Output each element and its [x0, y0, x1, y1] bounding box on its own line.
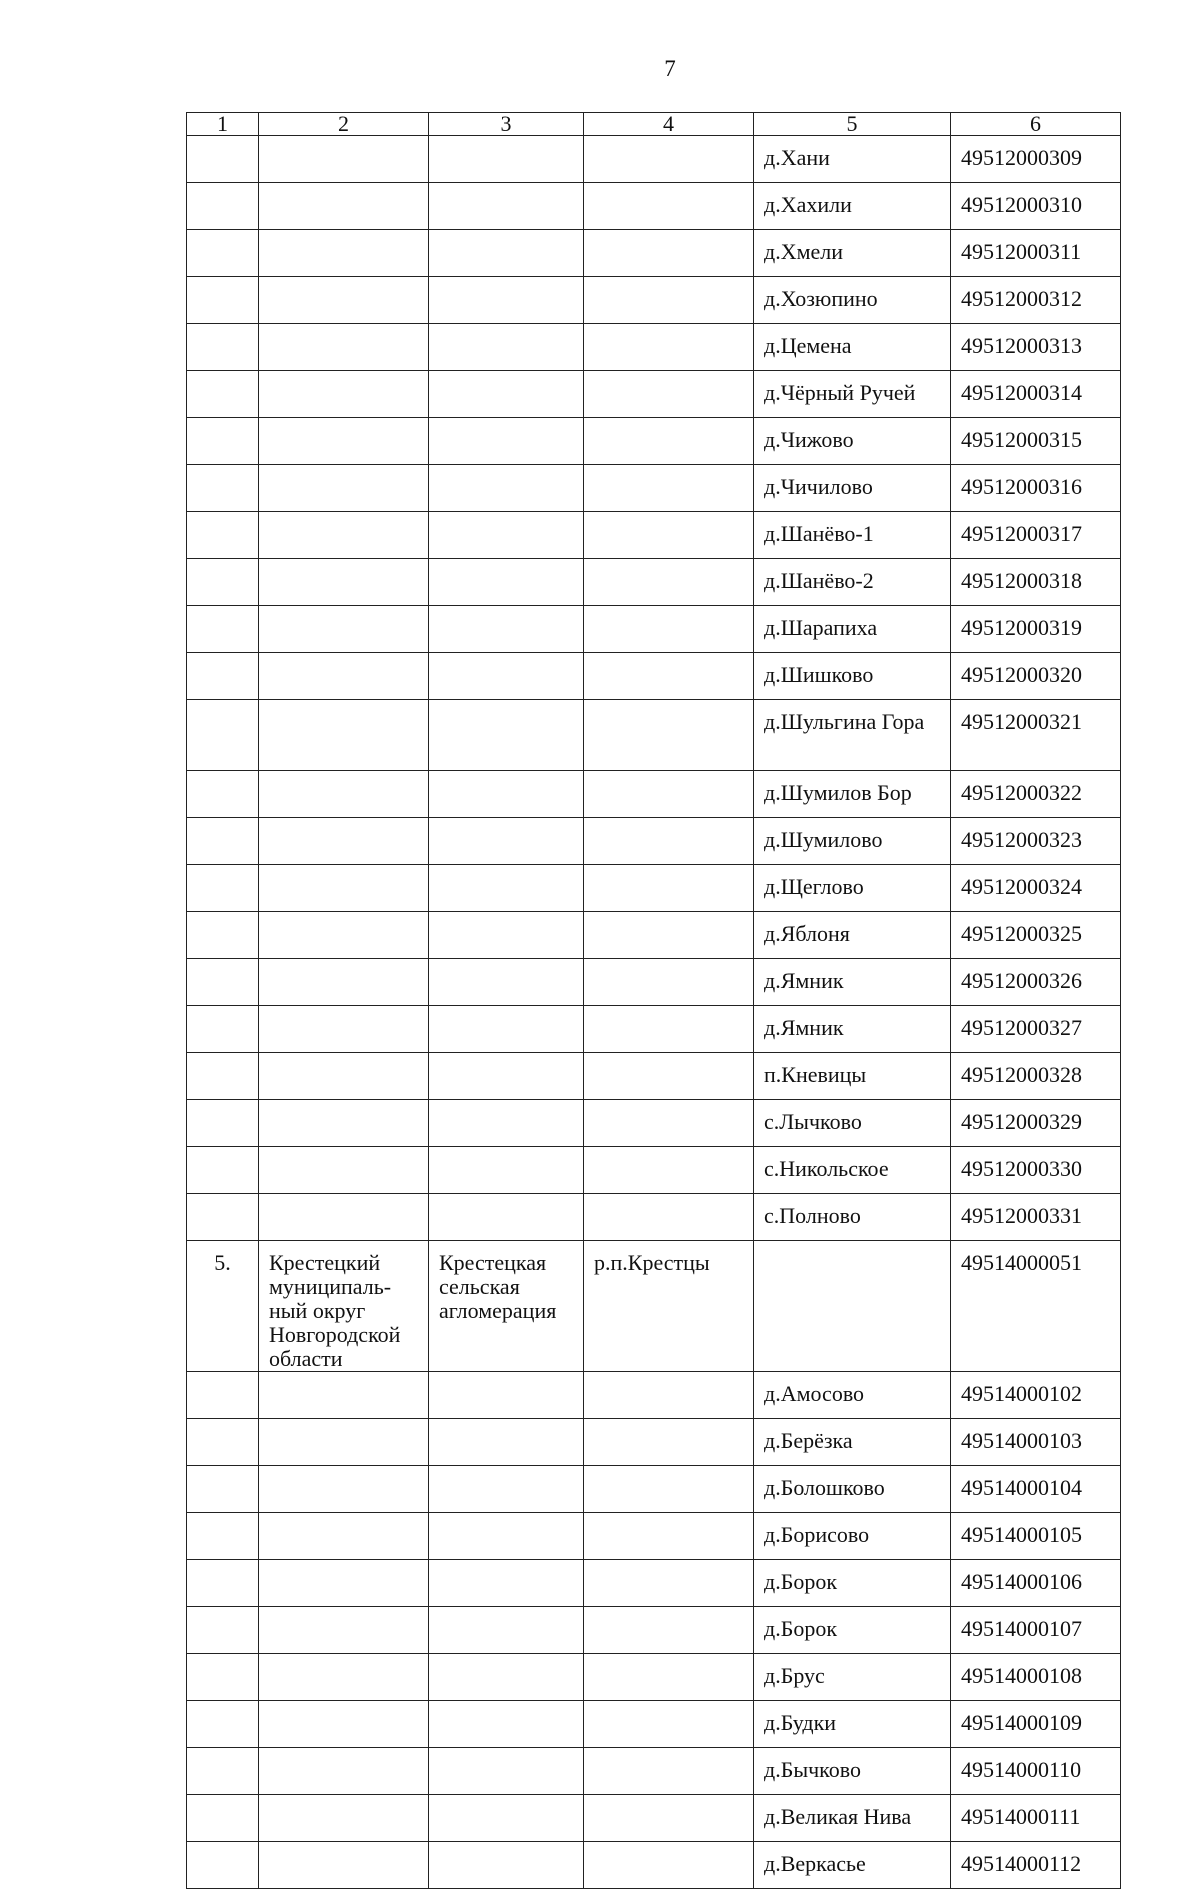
row-number-cell	[187, 1372, 259, 1419]
oktmo-code-cell: 49514000112	[951, 1842, 1121, 1889]
table-row	[187, 1466, 1121, 1513]
column-header-1: 1	[187, 113, 259, 136]
settlement-cell: д.Ямник	[754, 959, 951, 1006]
agglomeration-cell	[429, 1372, 584, 1419]
row-number-cell	[187, 559, 259, 606]
oktmo-code-cell: 49512000325	[951, 912, 1121, 959]
center-cell	[584, 1748, 754, 1795]
table-row	[187, 1842, 1121, 1889]
center-cell	[584, 1607, 754, 1654]
table-row	[187, 1419, 1121, 1466]
oktmo-code-cell: 49512000320	[951, 653, 1121, 700]
table-row	[187, 371, 1121, 418]
center-cell	[584, 700, 754, 771]
center-cell	[584, 1147, 754, 1194]
row-number-cell	[187, 465, 259, 512]
agglomeration-cell	[429, 959, 584, 1006]
oktmo-code-cell: 49514000107	[951, 1607, 1121, 1654]
center-cell	[584, 1560, 754, 1607]
oktmo-code-cell: 49512000315	[951, 418, 1121, 465]
table-row	[187, 277, 1121, 324]
agglomeration-cell	[429, 371, 584, 418]
municipality-cell	[259, 771, 429, 818]
settlement-cell: д.Борок	[754, 1607, 951, 1654]
row-number-cell	[187, 324, 259, 371]
agglomeration-cell	[429, 606, 584, 653]
center-cell	[584, 1053, 754, 1100]
municipality-cell	[259, 1006, 429, 1053]
agglomeration-cell	[429, 1607, 584, 1654]
row-number-cell	[187, 771, 259, 818]
row-number-cell	[187, 136, 259, 183]
center-cell	[584, 1372, 754, 1419]
agglomeration-cell	[429, 818, 584, 865]
agglomeration-cell	[429, 465, 584, 512]
agglomeration-cell	[429, 1842, 584, 1889]
settlement-cell: д.Шумилово	[754, 818, 951, 865]
municipality-cell	[259, 1654, 429, 1701]
oktmo-code-cell: 49514000051	[951, 1241, 1121, 1372]
settlement-cell: д.Яблоня	[754, 912, 951, 959]
center-cell	[584, 1842, 754, 1889]
row-number-cell	[187, 1795, 259, 1842]
center-cell	[584, 324, 754, 371]
table-row	[187, 230, 1121, 277]
oktmo-code-cell: 49512000314	[951, 371, 1121, 418]
oktmo-code-cell: 49512000317	[951, 512, 1121, 559]
table-row	[187, 559, 1121, 606]
municipality-cell	[259, 1053, 429, 1100]
agglomeration-cell	[429, 912, 584, 959]
table-row	[187, 512, 1121, 559]
row-number-cell	[187, 959, 259, 1006]
agglomeration-cell	[429, 1513, 584, 1560]
settlement-cell: с.Никольское	[754, 1147, 951, 1194]
agglomeration-cell	[429, 653, 584, 700]
row-number-cell	[187, 1053, 259, 1100]
table-row	[187, 771, 1121, 818]
column-header-6: 6	[951, 113, 1121, 136]
municipality-cell	[259, 1795, 429, 1842]
table-row	[187, 606, 1121, 653]
center-cell	[584, 912, 754, 959]
settlement-cell: д.Бычково	[754, 1748, 951, 1795]
settlement-cell: д.Щеглово	[754, 865, 951, 912]
settlement-cell: д.Брус	[754, 1654, 951, 1701]
row-number-cell	[187, 1147, 259, 1194]
column-header-4: 4	[584, 113, 754, 136]
table-row	[187, 1513, 1121, 1560]
table-row	[187, 324, 1121, 371]
table-row	[187, 1795, 1121, 1842]
column-header-5: 5	[754, 113, 951, 136]
municipality-cell	[259, 559, 429, 606]
agglomeration-cell	[429, 559, 584, 606]
table-row	[187, 1194, 1121, 1241]
oktmo-code-cell: 49512000311	[951, 230, 1121, 277]
settlement-cell: д.Шарапиха	[754, 606, 951, 653]
agglomeration-cell	[429, 1560, 584, 1607]
row-number-cell: 5.	[187, 1241, 259, 1372]
center-cell	[584, 277, 754, 324]
table-row	[187, 818, 1121, 865]
column-header-2: 2	[259, 113, 429, 136]
table-row	[187, 183, 1121, 230]
settlement-cell: д.Шумилов Бор	[754, 771, 951, 818]
settlement-cell: д.Шульгина Гора	[754, 700, 951, 771]
row-number-cell	[187, 653, 259, 700]
table-body	[187, 136, 1121, 1889]
center-cell	[584, 418, 754, 465]
center-cell	[584, 1513, 754, 1560]
row-number-cell	[187, 865, 259, 912]
municipality-cell	[259, 818, 429, 865]
oktmo-code-cell: 49512000329	[951, 1100, 1121, 1147]
agglomeration-cell	[429, 512, 584, 559]
settlement-cell: п.Кневицы	[754, 1053, 951, 1100]
row-number-cell	[187, 1607, 259, 1654]
municipality-cell	[259, 465, 429, 512]
oktmo-code-cell: 49514000105	[951, 1513, 1121, 1560]
row-number-cell	[187, 606, 259, 653]
municipality-cell	[259, 912, 429, 959]
municipality-cell	[259, 277, 429, 324]
oktmo-code-cell: 49512000318	[951, 559, 1121, 606]
table-header	[187, 113, 1121, 136]
center-cell	[584, 183, 754, 230]
table-row	[187, 959, 1121, 1006]
row-number-cell	[187, 1100, 259, 1147]
oktmo-code-cell: 49512000331	[951, 1194, 1121, 1241]
oktmo-code-cell: 49512000312	[951, 277, 1121, 324]
center-cell	[584, 1100, 754, 1147]
center-cell	[584, 865, 754, 912]
center-cell	[584, 1795, 754, 1842]
table-row	[187, 1100, 1121, 1147]
table-row	[187, 1372, 1121, 1419]
municipality-cell	[259, 324, 429, 371]
center-cell	[584, 136, 754, 183]
agglomeration-cell	[429, 1795, 584, 1842]
center-cell	[584, 1466, 754, 1513]
settlement-cell: д.Веркасье	[754, 1842, 951, 1889]
table-row	[187, 1607, 1121, 1654]
table-row	[187, 465, 1121, 512]
municipality-cell	[259, 371, 429, 418]
agglomeration-cell	[429, 1053, 584, 1100]
oktmo-code-cell: 49512000316	[951, 465, 1121, 512]
row-number-cell	[187, 183, 259, 230]
row-number-cell	[187, 912, 259, 959]
agglomeration-cell	[429, 1466, 584, 1513]
table-row	[187, 418, 1121, 465]
row-number-cell	[187, 700, 259, 771]
agglomeration-cell: Крестецкая сельская агломерация	[429, 1241, 584, 1372]
settlement-cell: д.Ямник	[754, 1006, 951, 1053]
row-number-cell	[187, 230, 259, 277]
agglomeration-cell	[429, 324, 584, 371]
center-cell	[584, 512, 754, 559]
center-cell	[584, 465, 754, 512]
settlement-cell: д.Чичилово	[754, 465, 951, 512]
table-row	[187, 1241, 1121, 1372]
oktmo-code-cell: 49514000102	[951, 1372, 1121, 1419]
row-number-cell	[187, 1654, 259, 1701]
settlements-table	[186, 112, 1121, 1889]
row-number-cell	[187, 418, 259, 465]
municipality-cell: Крестецкий муниципаль-ный округ Новгородской области	[259, 1241, 429, 1372]
oktmo-code-cell: 49512000319	[951, 606, 1121, 653]
oktmo-code-cell: 49514000104	[951, 1466, 1121, 1513]
settlement-cell: д.Чёрный Ручей	[754, 371, 951, 418]
settlement-cell: д.Чижово	[754, 418, 951, 465]
center-cell	[584, 371, 754, 418]
municipality-cell	[259, 1748, 429, 1795]
oktmo-code-cell: 49512000328	[951, 1053, 1121, 1100]
table-row	[187, 1006, 1121, 1053]
oktmo-code-cell: 49512000322	[951, 771, 1121, 818]
municipality-cell	[259, 1513, 429, 1560]
municipality-cell	[259, 1194, 429, 1241]
municipality-cell	[259, 512, 429, 559]
agglomeration-cell	[429, 183, 584, 230]
settlement-cell: д.Хани	[754, 136, 951, 183]
center-cell	[584, 653, 754, 700]
row-number-cell	[187, 1419, 259, 1466]
table-row	[187, 653, 1121, 700]
center-cell	[584, 818, 754, 865]
row-number-cell	[187, 1513, 259, 1560]
oktmo-code-cell: 49512000330	[951, 1147, 1121, 1194]
column-header-3: 3	[429, 113, 584, 136]
header-row	[187, 113, 1121, 136]
row-number-cell	[187, 1006, 259, 1053]
agglomeration-cell	[429, 136, 584, 183]
municipality-cell	[259, 418, 429, 465]
table-row	[187, 136, 1121, 183]
municipality-cell	[259, 653, 429, 700]
oktmo-code-cell: 49514000109	[951, 1701, 1121, 1748]
table-row	[187, 865, 1121, 912]
center-cell	[584, 559, 754, 606]
municipality-cell	[259, 1466, 429, 1513]
settlement-cell: д.Шанёво-1	[754, 512, 951, 559]
agglomeration-cell	[429, 1748, 584, 1795]
oktmo-code-cell: 49512000326	[951, 959, 1121, 1006]
settlement-cell: с.Полново	[754, 1194, 951, 1241]
settlement-cell: д.Шанёво-2	[754, 559, 951, 606]
center-cell	[584, 230, 754, 277]
agglomeration-cell	[429, 700, 584, 771]
agglomeration-cell	[429, 1100, 584, 1147]
municipality-cell	[259, 1419, 429, 1466]
municipality-cell	[259, 959, 429, 1006]
agglomeration-cell	[429, 1419, 584, 1466]
table-row	[187, 912, 1121, 959]
settlement-cell: с.Лычково	[754, 1100, 951, 1147]
center-cell	[584, 959, 754, 1006]
agglomeration-cell	[429, 865, 584, 912]
row-number-cell	[187, 277, 259, 324]
settlement-cell: д.Амосово	[754, 1372, 951, 1419]
oktmo-code-cell: 49514000108	[951, 1654, 1121, 1701]
center-cell: р.п.Крестцы	[584, 1241, 754, 1372]
agglomeration-cell	[429, 230, 584, 277]
municipality-cell	[259, 700, 429, 771]
center-cell	[584, 1654, 754, 1701]
oktmo-code-cell: 49512000321	[951, 700, 1121, 771]
settlement-cell: д.Будки	[754, 1701, 951, 1748]
center-cell	[584, 1006, 754, 1053]
oktmo-code-cell: 49514000106	[951, 1560, 1121, 1607]
oktmo-code-cell: 49514000111	[951, 1795, 1121, 1842]
row-number-cell	[187, 512, 259, 559]
municipality-cell	[259, 1147, 429, 1194]
settlement-cell: д.Борок	[754, 1560, 951, 1607]
municipality-cell	[259, 230, 429, 277]
oktmo-code-cell: 49512000309	[951, 136, 1121, 183]
center-cell	[584, 1419, 754, 1466]
page-number: 7	[664, 56, 676, 81]
row-number-cell	[187, 1194, 259, 1241]
oktmo-code-cell: 49512000327	[951, 1006, 1121, 1053]
agglomeration-cell	[429, 1006, 584, 1053]
settlement-cell: д.Хмели	[754, 230, 951, 277]
table-row	[187, 1560, 1121, 1607]
agglomeration-cell	[429, 771, 584, 818]
table-row	[187, 1147, 1121, 1194]
table-row	[187, 1654, 1121, 1701]
agglomeration-cell	[429, 1194, 584, 1241]
municipality-cell	[259, 1560, 429, 1607]
municipality-cell	[259, 1372, 429, 1419]
table-row	[187, 1053, 1121, 1100]
settlement-cell: д.Болошково	[754, 1466, 951, 1513]
agglomeration-cell	[429, 418, 584, 465]
municipality-cell	[259, 606, 429, 653]
agglomeration-cell	[429, 1147, 584, 1194]
row-number-cell	[187, 1466, 259, 1513]
oktmo-code-cell: 49514000110	[951, 1748, 1121, 1795]
row-number-cell	[187, 371, 259, 418]
settlement-cell: д.Берёзка	[754, 1419, 951, 1466]
municipality-cell	[259, 136, 429, 183]
oktmo-code-cell: 49514000103	[951, 1419, 1121, 1466]
oktmo-code-cell: 49512000313	[951, 324, 1121, 371]
municipality-cell	[259, 865, 429, 912]
agglomeration-cell	[429, 277, 584, 324]
municipality-cell	[259, 1607, 429, 1654]
row-number-cell	[187, 818, 259, 865]
municipality-cell	[259, 1100, 429, 1147]
municipality-cell	[259, 183, 429, 230]
center-cell	[584, 606, 754, 653]
oktmo-code-cell: 49512000310	[951, 183, 1121, 230]
table-row	[187, 700, 1121, 771]
row-number-cell	[187, 1842, 259, 1889]
table-row	[187, 1748, 1121, 1795]
agglomeration-cell	[429, 1654, 584, 1701]
row-number-cell	[187, 1560, 259, 1607]
municipality-cell	[259, 1842, 429, 1889]
row-number-cell	[187, 1748, 259, 1795]
settlement-cell: д.Хозюпино	[754, 277, 951, 324]
center-cell	[584, 771, 754, 818]
oktmo-code-cell: 49512000324	[951, 865, 1121, 912]
center-cell	[584, 1194, 754, 1241]
settlement-cell: д.Шишково	[754, 653, 951, 700]
settlement-cell	[754, 1241, 951, 1372]
oktmo-code-cell: 49512000323	[951, 818, 1121, 865]
settlement-cell: д.Хахили	[754, 183, 951, 230]
settlement-cell: д.Цемена	[754, 324, 951, 371]
settlement-cell: д.Великая Нива	[754, 1795, 951, 1842]
settlement-cell: д.Борисово	[754, 1513, 951, 1560]
